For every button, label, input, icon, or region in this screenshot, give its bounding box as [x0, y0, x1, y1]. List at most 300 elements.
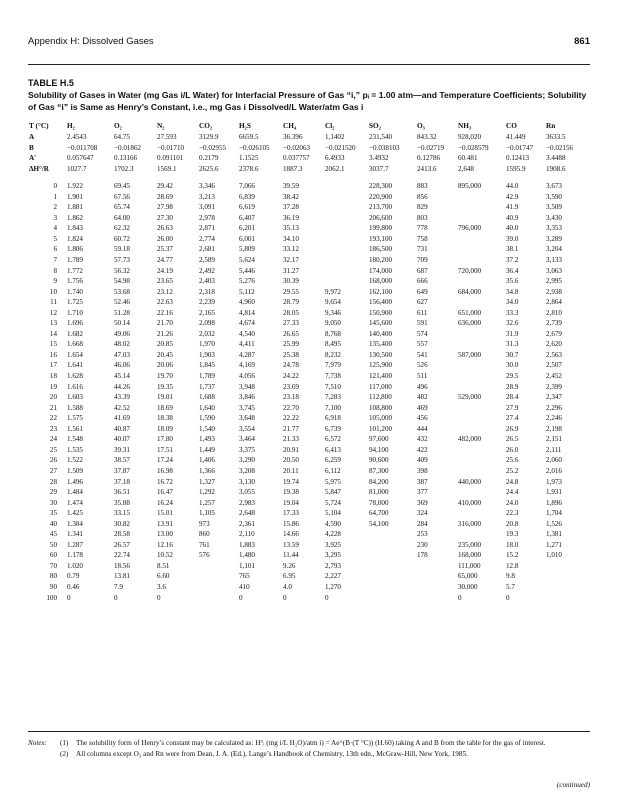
temperature-row [28, 477, 590, 488]
temperature-row [28, 297, 590, 308]
table-cell: 2,347 [546, 393, 562, 402]
table-cell: 28.05 [283, 308, 299, 317]
table-cell: 186,500 [369, 245, 393, 254]
table-cell: 9,654 [325, 298, 341, 307]
table-cell: 1,931 [546, 488, 562, 497]
table-cell: 81,000 [369, 488, 389, 497]
temperature-row [28, 413, 590, 424]
table-cell: 3.6 [157, 582, 166, 591]
table-cell: 3.4488 [546, 154, 566, 163]
table-cell: 541 [417, 350, 428, 359]
coefficient-row [28, 132, 590, 143]
table-cell: 6,839 [239, 192, 255, 201]
table-cell: 1569.1 [157, 164, 177, 173]
table-cell: 24.19 [157, 266, 173, 275]
table-cell: 0.2179 [199, 154, 219, 163]
table-cell: 4,287 [239, 350, 255, 359]
table-cell: 206,600 [369, 213, 393, 222]
table-cell: 1,688 [199, 393, 215, 402]
temperature-row [28, 529, 590, 540]
temperature-row [28, 466, 590, 477]
table-cell: 2,098 [199, 319, 215, 328]
table-cell: 3129.9 [199, 133, 219, 141]
column-header: CO₂ [199, 121, 213, 130]
table-cell: 1.287 [67, 540, 83, 549]
table-cell: 19.01 [157, 393, 173, 402]
table-cell: 9.26 [283, 561, 296, 570]
table-cell: 25.99 [283, 340, 299, 349]
header-divider [28, 64, 590, 65]
table-cell: 3,846 [239, 393, 255, 402]
table-cell: 973 [199, 519, 210, 528]
table-cell: 1,845 [199, 361, 215, 370]
table-cell: 24.8 [506, 477, 519, 486]
table-cell: 150,900 [369, 308, 393, 317]
table-cell: 2,318 [199, 287, 215, 296]
temperature-row [28, 561, 590, 572]
table-cell: 1.548 [67, 435, 83, 444]
table-cell: 30.7 [506, 350, 519, 359]
table-cell: 1.575 [67, 414, 83, 423]
note-text: All columns except O₃ and Rn were from Dean, J. A. (Ed.), Lange’s Handbook of Chemistry, 13th edn., McGraw-Hill, New York, 1985. [76, 749, 468, 758]
table-cell: 9.8 [506, 572, 515, 581]
table-cell: 1.654 [67, 350, 83, 359]
table-cell [457, 213, 505, 224]
table-cell: 20.06 [157, 361, 173, 370]
table-cell: 27.593 [157, 133, 177, 141]
table-cell: 24.78 [283, 361, 299, 370]
table-cell: 64.00 [114, 213, 130, 222]
row-label: 23 [49, 424, 57, 433]
table-cell: 2,774 [199, 234, 215, 243]
temperature-row [28, 445, 590, 456]
table-cell: 0.037757 [283, 154, 310, 163]
table-cell: 7.9 [114, 582, 123, 591]
table-cell: 511 [417, 372, 428, 381]
table-cell [457, 339, 505, 350]
table-cell: 8,768 [325, 329, 341, 338]
table-cell: 2,871 [199, 224, 215, 233]
table-cell: 0 [283, 593, 287, 602]
column-header: O₃ [417, 121, 425, 130]
table-cell: 432 [417, 435, 428, 444]
table-cell: 1.725 [67, 298, 83, 307]
table-cell: 3,509 [546, 203, 562, 212]
table-cell: 2,563 [546, 350, 562, 359]
row-label: 80 [49, 572, 57, 581]
table-cell: 3,673 [546, 182, 562, 191]
table-cell: 19.74 [283, 477, 299, 486]
temperature-row [28, 308, 590, 319]
spacer-cell [28, 174, 590, 181]
table-cell: 2,296 [546, 403, 562, 412]
note-1 [28, 738, 590, 749]
table-cell: 13.81 [114, 572, 130, 581]
row-label: A [29, 133, 35, 141]
table-cell: 1,640 [199, 403, 215, 412]
table-cell: 21.77 [283, 424, 299, 433]
row-label: 18 [49, 372, 57, 381]
row-label: 8 [53, 266, 57, 275]
table-cell: 1887.3 [283, 164, 303, 173]
table-cell: 1.843 [67, 224, 83, 233]
note-number: (2) [60, 749, 69, 758]
temperature-row [28, 223, 590, 234]
table-cell: 5,446 [239, 266, 255, 275]
table-cell: 7,283 [325, 393, 341, 402]
table-cell: 34.0 [506, 298, 519, 307]
table-cell: −0.02063 [283, 143, 311, 152]
table-cell: 0.12413 [506, 154, 530, 163]
table-cell: 16.72 [157, 477, 173, 486]
table-cell: 29.42 [157, 182, 173, 191]
table-cell: 8,495 [325, 340, 341, 349]
table-cell: 2,198 [546, 424, 562, 433]
table-cell: 14.66 [283, 530, 299, 539]
temperature-row [28, 266, 590, 277]
table-cell: 3,295 [325, 551, 341, 560]
table-cell: 3,925 [325, 540, 341, 549]
table-cell [324, 276, 368, 287]
table-cell: 41.449 [506, 133, 526, 141]
row-label: 4 [53, 224, 57, 233]
table-cell: 26.0 [506, 445, 519, 454]
table-cell: 422 [417, 445, 428, 454]
table-cell: 576 [199, 551, 210, 560]
table-cell: 35.6 [506, 277, 519, 286]
table-cell [457, 529, 505, 540]
table-cell [324, 213, 368, 224]
table-cell [457, 276, 505, 287]
table-cell: 4,411 [239, 340, 255, 349]
table-cell: 843.32 [417, 133, 437, 141]
table-cell: 7,510 [325, 382, 341, 391]
table-cell [324, 234, 368, 245]
table-cell: 5,724 [325, 498, 341, 507]
row-label: 90 [49, 582, 57, 591]
table-cell: 369 [417, 498, 428, 507]
table-cell: 49.06 [114, 329, 130, 338]
table-cell: 37.28 [283, 203, 299, 212]
table-cell: 213,700 [369, 203, 393, 212]
table-cell: 2062.1 [325, 164, 345, 173]
table-cell: 47.03 [114, 350, 130, 359]
table-cell: 2,165 [199, 308, 215, 317]
table-cell: 26.65 [283, 329, 299, 338]
row-label: 21 [49, 403, 57, 412]
table-cell: 41.9 [506, 203, 519, 212]
table-cell: 180,200 [369, 256, 393, 265]
table-cell: 1,973 [546, 477, 562, 486]
table-cell: 3.4932 [369, 154, 389, 163]
table-cell: 3037.7 [369, 164, 389, 173]
table-cell: −0.038103 [369, 143, 400, 152]
table-cell: 444 [417, 424, 428, 433]
table-cell: 108,800 [369, 403, 393, 412]
row-label: 5 [53, 234, 57, 243]
table-cell: 1.425 [67, 509, 83, 518]
table-cell: 30.39 [283, 277, 299, 286]
table-cell: 42.9 [506, 192, 519, 201]
row-label: 19 [49, 382, 57, 391]
table-cell: 636,000 [458, 319, 482, 328]
table-cell: 731 [417, 245, 428, 254]
table-cell: 0 [458, 593, 462, 602]
column-header: Cl₂ [325, 121, 335, 130]
table-cell: 117,000 [369, 382, 392, 391]
table-cell: 25.38 [283, 350, 299, 359]
row-label: 17 [49, 361, 57, 370]
column-header: SO₂ [369, 121, 381, 130]
table-cell: 1.474 [67, 498, 83, 507]
table-cell: 3,590 [546, 192, 562, 201]
table-cell: 2,111 [546, 445, 562, 454]
temperature-row [28, 287, 590, 298]
table-cell: 3,091 [199, 203, 215, 212]
table-cell: 3,289 [546, 234, 562, 243]
table-cell: 87,300 [369, 466, 389, 475]
table-cell: 2,151 [546, 435, 562, 444]
table-cell [368, 529, 416, 540]
table-cell: 112,800 [369, 393, 392, 402]
table-cell: 121,400 [369, 372, 393, 381]
table-cell: 135,400 [369, 340, 393, 349]
table-cell: 36.396 [283, 133, 303, 141]
table-cell: 5,809 [239, 245, 255, 254]
table-cell: 48.02 [114, 340, 130, 349]
table-cell: 35.13 [283, 224, 299, 233]
table-cell: 26.9 [506, 424, 519, 433]
table-cell: 38.57 [114, 456, 130, 465]
table-cell: 31.27 [283, 266, 299, 275]
table-cell: 6,201 [239, 224, 255, 233]
table-cell: 156,400 [369, 298, 393, 307]
table-cell: 0 [114, 593, 118, 602]
table-cell: 19.70 [157, 372, 173, 381]
table-cell [324, 181, 368, 192]
table-cell: 1.616 [67, 382, 83, 391]
table-cell: 56.32 [114, 266, 130, 275]
note-number: (1) [60, 739, 69, 747]
table-cell: −0.026105 [239, 143, 270, 152]
row-label: B [29, 143, 34, 152]
table-cell: 28.79 [283, 298, 299, 307]
table-cell: 1.696 [67, 319, 83, 328]
table-cell: 410,000 [458, 498, 482, 507]
column-header: CH₄ [283, 121, 297, 130]
temperature-row [28, 593, 590, 604]
table-cell: 44.26 [114, 382, 130, 391]
table-cell: 2,452 [546, 372, 562, 381]
row-label: 26 [49, 456, 57, 465]
column-header: NH₃ [458, 121, 472, 130]
table-cell: 2,227 [325, 572, 341, 581]
table-cell: 765 [239, 572, 250, 581]
table-cell: 16.47 [157, 488, 173, 497]
table-cell: 53.68 [114, 287, 130, 296]
notes-label: Notes: [28, 739, 47, 747]
table-cell: 19.35 [157, 382, 173, 391]
table-cell: 26.57 [114, 540, 130, 549]
table-cell: 27.30 [157, 213, 173, 222]
table-cell: 3,290 [239, 456, 255, 465]
solubility-table [28, 120, 590, 603]
table-cell: 1,101 [239, 561, 255, 570]
table-cell: 1.561 [67, 424, 83, 433]
table-cell: 410 [239, 582, 250, 591]
table-cell: 8.51 [157, 561, 170, 570]
table-cell: 111,000 [458, 561, 481, 570]
temperature-row [28, 403, 590, 414]
row-label: 45 [49, 530, 57, 539]
table-cell: 15.2 [506, 551, 519, 560]
temperature-row [28, 244, 590, 255]
table-cell: 1,704 [546, 509, 562, 518]
table-cell: 23.69 [283, 382, 299, 391]
table-cell: 1.789 [67, 256, 83, 265]
table-cell [324, 255, 368, 266]
table-cell: 42.52 [114, 403, 130, 412]
table-cell: 3,745 [239, 403, 255, 412]
table-cell: 94,100 [369, 445, 389, 454]
table-cell: 7,979 [325, 361, 341, 370]
table-cell: −0.011708 [67, 143, 98, 152]
table-cell: 1,010 [546, 551, 562, 560]
table-cell: 6,112 [325, 466, 341, 475]
table-cell: 1,292 [199, 488, 215, 497]
table-cell: 856 [417, 192, 428, 201]
table-cell: 4,540 [239, 329, 255, 338]
row-label: 24 [49, 435, 57, 444]
table-cell: 1.668 [67, 340, 83, 349]
table-cell: 4,814 [239, 308, 255, 317]
table-cell: 2378.6 [239, 164, 259, 173]
table-cell: 829 [417, 203, 428, 212]
table-title-block [28, 78, 590, 113]
table-cell: 18.69 [157, 403, 173, 412]
table-cell: 16.24 [157, 498, 173, 507]
table-cell: 2,060 [546, 456, 562, 465]
table-cell: 1908.6 [546, 164, 566, 173]
table-cell: 0 [67, 593, 71, 602]
row-label: 27 [49, 466, 57, 475]
table-cell: 1.824 [67, 234, 83, 243]
table-cell: 30.0 [506, 361, 519, 370]
table-cell: 2.4543 [67, 133, 87, 141]
temperature-row [28, 550, 590, 561]
table-cell: 6,739 [325, 424, 341, 433]
table-cell: 4,674 [239, 319, 255, 328]
table-cell [545, 593, 590, 604]
table-cell: 1.641 [67, 361, 83, 370]
table-cell: 24.4 [506, 488, 519, 497]
table-cell: 22.3 [506, 509, 519, 518]
table-cell: 0.057647 [67, 154, 94, 163]
table-cell [198, 571, 238, 582]
table-cell: 52.46 [114, 298, 130, 307]
table-cell: 1.881 [67, 203, 83, 212]
table-cell: 2,239 [199, 298, 215, 307]
table-cell: 33.15 [114, 509, 130, 518]
table-cell: 140,400 [369, 329, 393, 338]
table-cell: 387 [417, 477, 428, 486]
temperature-row [28, 487, 590, 498]
table-cell: −0.02955 [199, 143, 227, 152]
column-header: H₂ [67, 121, 75, 130]
table-cell [457, 371, 505, 382]
table-cell: 18.56 [114, 561, 130, 570]
temperature-row [28, 540, 590, 551]
table-cell [457, 508, 505, 519]
table-cell [545, 582, 590, 593]
table-cell: 2,399 [546, 382, 562, 391]
table-cell: 40.9 [506, 213, 519, 222]
table-cell: 17.80 [157, 435, 173, 444]
table-cell [457, 255, 505, 266]
row-label: 9 [53, 277, 57, 286]
table-cell: 28.69 [157, 192, 173, 201]
spacer-row [28, 174, 590, 181]
notes-section [28, 738, 590, 759]
table-cell: 3,130 [239, 477, 255, 486]
table-cell: 101,200 [369, 424, 393, 433]
table-cell: 1,327 [199, 477, 215, 486]
row-label: 11 [50, 298, 57, 307]
table-cell: 1,257 [199, 498, 215, 507]
table-cell: 28.58 [114, 530, 130, 539]
table-cell: 28.9 [506, 382, 519, 391]
table-cell: 5,624 [239, 256, 255, 265]
table-cell: 69.45 [114, 182, 130, 191]
table-cell [457, 455, 505, 466]
row-label: 100 [46, 593, 57, 602]
table-cell: 13.91 [157, 519, 173, 528]
table-cell: 26.5 [506, 435, 519, 444]
table-cell: 28.4 [506, 393, 519, 402]
table-cell: 5,104 [325, 509, 341, 518]
table-cell: 2,648 [239, 509, 255, 518]
table-cell: 65,000 [458, 572, 478, 581]
table-cell: 22.16 [157, 308, 173, 317]
table-cell [198, 582, 238, 593]
table-cell: 2,589 [199, 256, 215, 265]
table-cell: 22.74 [114, 551, 130, 560]
table-cell: 803 [417, 213, 428, 222]
table-cell: 36.4 [506, 266, 519, 275]
table-cell: 24.22 [283, 372, 299, 381]
temperature-row [28, 329, 590, 340]
table-cell: 31.9 [506, 329, 519, 338]
table-cell: 23.12 [157, 287, 173, 296]
table-cell [457, 297, 505, 308]
table-cell [198, 593, 238, 604]
table-cell: 65.74 [114, 203, 130, 212]
temperature-row [28, 181, 590, 192]
table-cell: 199,800 [369, 224, 393, 233]
row-label: 16 [49, 350, 57, 359]
table-cell [324, 266, 368, 277]
table-cell: 1.535 [67, 445, 83, 454]
table-cell: 1.901 [67, 192, 83, 201]
table-cell: 19.3 [506, 530, 519, 539]
table-cell: 20.85 [157, 340, 173, 349]
row-label: 40 [49, 519, 57, 528]
table-cell: 228,300 [369, 182, 393, 191]
table-cell: 22.63 [157, 298, 173, 307]
table-cell [457, 382, 505, 393]
table-cell: 39.31 [114, 445, 130, 454]
table-cell: 1.603 [67, 393, 83, 402]
